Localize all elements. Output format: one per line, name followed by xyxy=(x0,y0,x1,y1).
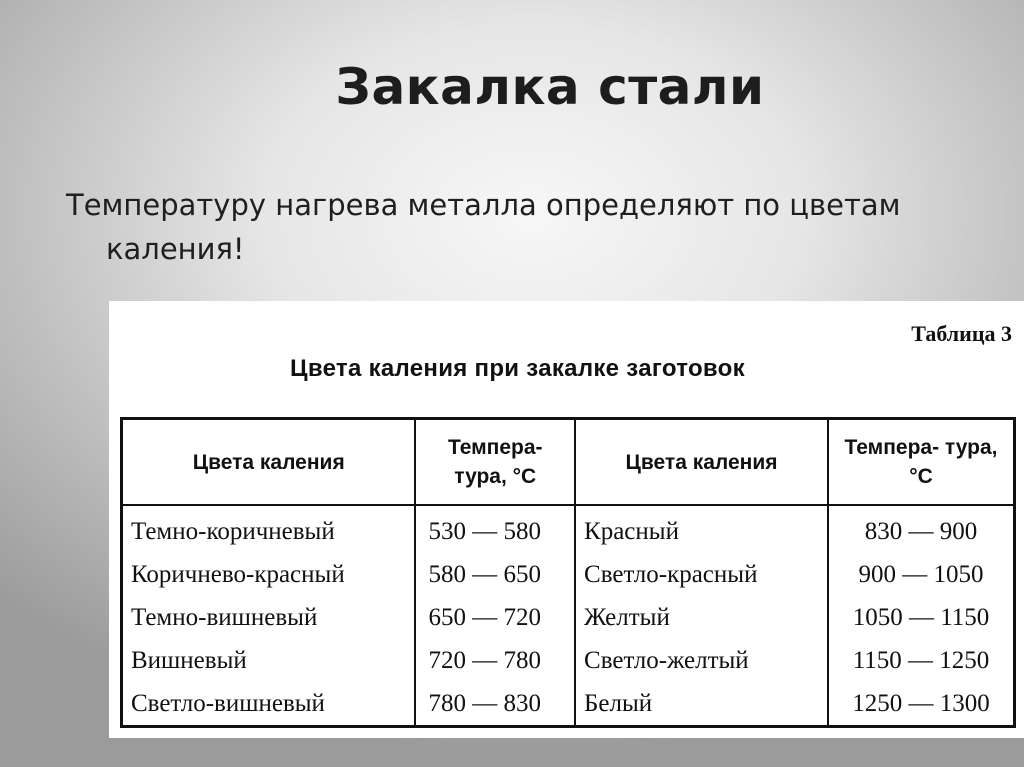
cell-color-right: Светло-желтый xyxy=(575,639,828,682)
cell-temp-right: 1150 — 1250 xyxy=(828,639,1015,682)
cell-temp-left: 530 — 580 xyxy=(415,505,575,553)
cell-temp-right: 900 — 1050 xyxy=(828,553,1015,596)
table-row xyxy=(122,639,1015,682)
slide-text xyxy=(66,183,1006,271)
cell-color-right: Светло-красный xyxy=(575,553,828,596)
header-color-left: Цвета каления xyxy=(122,419,416,506)
cell-temp-right: 1250 — 1300 xyxy=(828,682,1015,727)
cell-color-left: Темно-коричневый xyxy=(122,505,416,553)
header-color-right: Цвета каления xyxy=(575,419,828,506)
cell-color-right: Желтый xyxy=(575,596,828,639)
slide-title: Закалка стали xyxy=(335,58,765,116)
cell-temp-left: 720 — 780 xyxy=(415,639,575,682)
table-row xyxy=(122,596,1015,639)
cell-color-right: Белый xyxy=(575,682,828,727)
cell-temp-right: 1050 — 1150 xyxy=(828,596,1015,639)
table-caption: Цвета каления при закалке заготовок xyxy=(290,355,745,382)
table-header-row xyxy=(122,419,1015,506)
table-image-panel xyxy=(109,301,1024,738)
cell-temp-left: 580 — 650 xyxy=(415,553,575,596)
cell-color-left: Темно-вишневый xyxy=(122,596,416,639)
table-row xyxy=(122,505,1015,553)
heat-colors-table xyxy=(120,417,1016,728)
cell-temp-right: 830 — 900 xyxy=(828,505,1015,553)
table-number: Таблица 3 xyxy=(911,321,1012,346)
slide-text-line-1: Температуру нагрева металла определяют по цветам xyxy=(66,188,901,222)
cell-color-left: Коричнево-красный xyxy=(122,553,416,596)
cell-color-left: Светло-вишневый xyxy=(122,682,416,727)
cell-temp-left: 650 — 720 xyxy=(415,596,575,639)
table-row xyxy=(122,682,1015,727)
cell-color-right: Красный xyxy=(575,505,828,553)
cell-color-left: Вишневый xyxy=(122,639,416,682)
header-temp-left: Темпера- тура, °С xyxy=(415,419,575,506)
cell-temp-left: 780 — 830 xyxy=(415,682,575,727)
header-temp-right: Темпера- тура, °С xyxy=(828,419,1015,506)
table-row xyxy=(122,553,1015,596)
slide-text-line-2: каления! xyxy=(106,232,245,266)
